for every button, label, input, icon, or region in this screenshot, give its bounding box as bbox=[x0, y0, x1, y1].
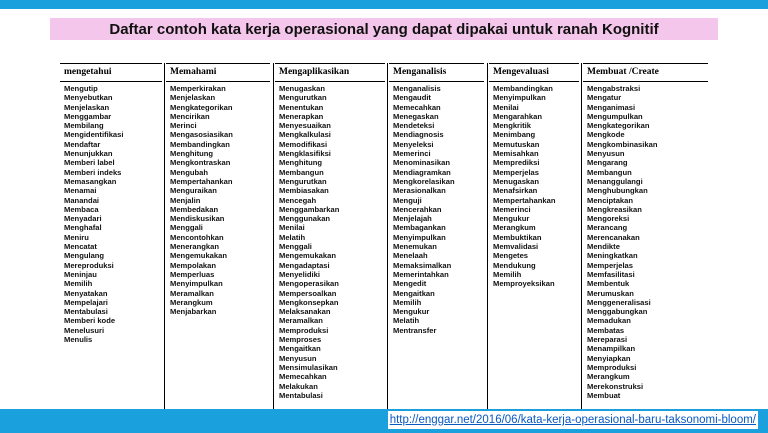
verb-item: Merekonstruksi bbox=[587, 381, 644, 391]
column-items bbox=[389, 84, 484, 411]
verb-item: Mereproduksi bbox=[64, 260, 114, 270]
verb-item: Menghubungkan bbox=[587, 186, 648, 196]
verb-item: Memproduksi bbox=[587, 362, 637, 372]
verb-item: Merancang bbox=[587, 223, 628, 233]
verb-item: Memberi indeks bbox=[64, 167, 122, 177]
verb-item: Menampilkan bbox=[587, 344, 636, 354]
verb-item: Mendukung bbox=[493, 260, 536, 270]
verb-item: Menggali bbox=[170, 223, 203, 233]
verb-item: Mengkritik bbox=[493, 121, 531, 131]
verb-item: Mempertahankan bbox=[170, 176, 233, 186]
verb-item: Mengkreasikan bbox=[587, 204, 642, 214]
verb-item: Memprediksi bbox=[493, 158, 540, 168]
verb-item: Menjabarkan bbox=[170, 307, 217, 317]
verb-item: Menerapkan bbox=[279, 111, 324, 121]
verb-item: Mentabulasi bbox=[279, 390, 323, 400]
verb-item: Mengumpulkan bbox=[587, 111, 643, 121]
verb-item: Mengoreksi bbox=[587, 214, 630, 224]
verb-item: Mengkontraskan bbox=[170, 158, 231, 168]
verb-item: Membandingkan bbox=[493, 84, 553, 93]
verb-item: Menguji bbox=[393, 195, 422, 205]
verb-item: Mengemukakan bbox=[279, 251, 336, 261]
verb-item: Menggunakan bbox=[279, 214, 331, 224]
verb-item: Memberi kode bbox=[64, 316, 116, 326]
verb-item: Meniru bbox=[64, 232, 89, 242]
verb-item: Menyebutkan bbox=[64, 93, 113, 103]
verb-item: Mengadaptasi bbox=[279, 260, 330, 270]
page-title: Daftar contoh kata kerja operasional yang dapat dipakai untuk ranah Kognitif bbox=[50, 18, 718, 40]
column-header: mengetahui bbox=[60, 63, 162, 82]
verb-item: Membangun bbox=[587, 167, 632, 177]
verb-item: Memfasilitasi bbox=[587, 269, 635, 279]
verb-item: Menyiapkan bbox=[587, 353, 631, 363]
column-menganalisis bbox=[389, 63, 484, 411]
verb-item: Memperjelas bbox=[587, 260, 634, 270]
verb-item: Memutuskan bbox=[493, 139, 540, 149]
column-divider bbox=[164, 63, 165, 411]
verb-item: Mencegah bbox=[279, 195, 317, 205]
verb-item: Memberi label bbox=[64, 158, 115, 168]
verb-item: Mengetes bbox=[493, 251, 529, 261]
verb-item: Meningkatkan bbox=[587, 251, 638, 261]
verb-item: Merencanakan bbox=[587, 232, 640, 242]
verb-item: Mengkalkulasi bbox=[279, 130, 331, 140]
verb-item: Menggeneralisasi bbox=[587, 297, 651, 307]
verb-item: Menganalisis bbox=[393, 84, 441, 93]
verb-item: Mengasosiasikan bbox=[170, 130, 233, 140]
verb-item: Menghitung bbox=[279, 158, 323, 168]
column-header: Mengaplikasikan bbox=[275, 63, 385, 82]
verb-item: Memadukan bbox=[587, 316, 631, 326]
verb-item: Mengkombinasikan bbox=[587, 139, 658, 149]
verb-item: Menjelaskan bbox=[170, 93, 216, 103]
verb-item: Membagankan bbox=[393, 223, 446, 233]
verb-item: Menyatakan bbox=[64, 288, 108, 298]
verb-item: Memerinci bbox=[493, 204, 531, 214]
verb-item: Merangkum bbox=[587, 372, 630, 382]
verb-item: Memperjelas bbox=[493, 167, 540, 177]
verb-item: Membuat bbox=[587, 390, 621, 400]
verb-item: Mengoperasikan bbox=[279, 279, 339, 289]
verb-item: Menguraikan bbox=[170, 186, 217, 196]
top-accent-bar bbox=[0, 0, 768, 9]
verb-item: Mensimulasikan bbox=[279, 362, 338, 372]
verb-item: Menyusun bbox=[587, 149, 625, 159]
verb-item: Meramalkan bbox=[279, 316, 323, 326]
verb-item: Menyadari bbox=[64, 214, 102, 224]
verb-item: Manandai bbox=[64, 195, 100, 205]
verb-item: Mencatat bbox=[64, 242, 97, 252]
column-header: Menganalisis bbox=[389, 63, 484, 82]
verb-item: Menerangkan bbox=[170, 242, 219, 252]
verb-item: Menelaah bbox=[393, 251, 428, 261]
verb-item: Memperkirakan bbox=[170, 84, 226, 93]
column-items bbox=[60, 84, 162, 411]
verb-item: Memproyeksikan bbox=[493, 279, 555, 289]
verb-item: Menjalin bbox=[170, 195, 201, 205]
verb-item: Membilang bbox=[64, 121, 104, 131]
verb-item: Menyesuaikan bbox=[279, 121, 331, 131]
verb-item: Menegaskan bbox=[393, 111, 439, 121]
column-items bbox=[583, 84, 708, 411]
verb-item: Mengubah bbox=[170, 167, 208, 177]
verb-item: Menulis bbox=[64, 335, 93, 345]
column-mengetahui bbox=[60, 63, 162, 411]
verb-item: Merinci bbox=[170, 121, 197, 131]
verb-item: Mendiagnosis bbox=[393, 130, 444, 140]
verb-item: Memproduksi bbox=[279, 325, 329, 335]
verb-item: Menganimasi bbox=[587, 102, 636, 112]
verb-item: Memodifikasi bbox=[279, 139, 328, 149]
verb-item: Mengidentifikasi bbox=[64, 130, 124, 140]
verb-item: Mempersoalkan bbox=[279, 288, 337, 298]
verb-item: Memproses bbox=[279, 335, 322, 345]
verb-item: Merangkum bbox=[493, 223, 536, 233]
verb-item: Mengurutkan bbox=[279, 176, 327, 186]
verb-item: Melatih bbox=[279, 232, 306, 242]
verb-item: Menghitung bbox=[170, 149, 214, 159]
verb-item: Memperluas bbox=[170, 269, 215, 279]
verb-item: Meramalkan bbox=[170, 288, 214, 298]
verb-item: Merasionalkan bbox=[393, 186, 446, 196]
verb-item: Menunjukkan bbox=[64, 149, 113, 159]
verb-item: Mengkategorikan bbox=[170, 102, 233, 112]
verb-item: Mengatur bbox=[587, 93, 622, 103]
verb-item: Mendikte bbox=[587, 242, 620, 252]
verb-item: Mengurutkan bbox=[279, 93, 327, 103]
verb-item: Menamai bbox=[64, 186, 97, 196]
verb-item: Membentuk bbox=[587, 279, 630, 289]
verb-item: Merumuskan bbox=[587, 288, 634, 298]
verb-item: Meninjau bbox=[64, 269, 97, 279]
verb-item: Menyimpulkan bbox=[393, 232, 446, 242]
verb-item: Melatih bbox=[393, 316, 420, 326]
verb-item: Membedakan bbox=[170, 204, 219, 214]
verb-item: Mempolakan bbox=[170, 260, 216, 270]
column-membuat bbox=[583, 63, 708, 411]
verb-item: Mencerahkan bbox=[393, 204, 442, 214]
verb-item: Menugaskan bbox=[279, 84, 325, 93]
verb-item: Mengabstraksi bbox=[587, 84, 641, 93]
verb-item: Mengulang bbox=[64, 251, 105, 261]
verb-item: Menugaskan bbox=[493, 176, 539, 186]
verb-item: Mengklasifiksi bbox=[279, 149, 331, 159]
verb-item: Menyeleksi bbox=[393, 139, 434, 149]
verb-item: Mengkorelasikan bbox=[393, 176, 455, 186]
verb-item: Melakukan bbox=[279, 381, 318, 391]
verb-item: Menggabungkan bbox=[587, 307, 648, 317]
verb-item: Mengarahkan bbox=[493, 111, 542, 121]
column-divider bbox=[387, 63, 388, 411]
verb-item: Mendaftar bbox=[64, 139, 101, 149]
column-items bbox=[489, 84, 579, 411]
verb-item: Menggali bbox=[279, 242, 312, 252]
verb-item: Menyimpulkan bbox=[493, 93, 546, 103]
verb-item: Mendeteksi bbox=[393, 121, 435, 131]
verb-item: Menilai bbox=[493, 102, 519, 112]
verb-item: Menelusuri bbox=[64, 325, 105, 335]
verb-item: Mengukur bbox=[393, 307, 430, 317]
verb-item: Menemukan bbox=[393, 242, 437, 252]
verb-item: Mengaudit bbox=[393, 93, 431, 103]
verb-item: Memecahkan bbox=[279, 372, 327, 382]
verb-item: Memisahkan bbox=[493, 149, 539, 159]
verb-item: Mencirikan bbox=[170, 111, 210, 121]
verb-item: Menentukan bbox=[279, 102, 324, 112]
verb-item: Membaca bbox=[64, 204, 99, 214]
verb-item: Memerinci bbox=[393, 149, 431, 159]
verb-item: Menilai bbox=[279, 223, 305, 233]
column-divider bbox=[273, 63, 274, 411]
column-header: Memahami bbox=[166, 63, 270, 82]
verb-item: Memilih bbox=[64, 279, 93, 289]
verb-item: Menafsirkan bbox=[493, 186, 538, 196]
verb-item: Menanggulangi bbox=[587, 176, 643, 186]
verb-item: Menjelajah bbox=[393, 214, 432, 224]
column-divider bbox=[581, 63, 582, 411]
verb-item: Mengkategorikan bbox=[587, 121, 650, 131]
verb-item: Menominasikan bbox=[393, 158, 450, 168]
verb-item: Membandingkan bbox=[170, 139, 230, 149]
verb-item: Mengaitkan bbox=[279, 344, 321, 354]
verb-item: Mentransfer bbox=[393, 325, 437, 335]
verb-item: Menggambarkan bbox=[279, 204, 340, 214]
column-memahami bbox=[166, 63, 270, 411]
verb-item: Memasangkan bbox=[64, 176, 117, 186]
verb-item: Memaksimalkan bbox=[393, 260, 452, 270]
column-header: Mengevaluasi bbox=[489, 63, 579, 82]
verb-item: Mendiagramkan bbox=[393, 167, 451, 177]
verb-item: Membuktikan bbox=[493, 232, 542, 242]
verb-item: Mendiskusikan bbox=[170, 214, 225, 224]
verb-item: Menciptakan bbox=[587, 195, 633, 205]
verb-table bbox=[60, 63, 708, 411]
verb-item: Menimbang bbox=[493, 130, 536, 140]
verb-item: Menggambar bbox=[64, 111, 112, 121]
column-divider bbox=[487, 63, 488, 411]
verb-item: Mengarang bbox=[587, 158, 628, 168]
verb-item: Memerintahkan bbox=[393, 269, 449, 279]
source-link[interactable]: http://enggar.net/2016/06/kata-kerja-operasional-baru-taksonomi-bloom/ bbox=[388, 411, 758, 429]
column-items bbox=[275, 84, 385, 411]
verb-item: Memilih bbox=[393, 297, 422, 307]
verb-item: Menyimpulkan bbox=[170, 279, 223, 289]
verb-item: Mencontohkan bbox=[170, 232, 224, 242]
verb-item: Memvalidasi bbox=[493, 242, 539, 252]
verb-item: Mengkode bbox=[587, 130, 625, 140]
verb-item: Mempelajari bbox=[64, 297, 108, 307]
verb-item: Mempertahankan bbox=[493, 195, 556, 205]
verb-item: Mengaitkan bbox=[393, 288, 435, 298]
verb-item: Menjelaskan bbox=[64, 102, 110, 112]
verb-item: Mengemukakan bbox=[170, 251, 227, 261]
verb-item: Menghafal bbox=[64, 223, 102, 233]
column-mengevaluasi bbox=[489, 63, 579, 411]
verb-item: Memilih bbox=[493, 269, 522, 279]
verb-item: Membiasakan bbox=[279, 186, 329, 196]
verb-item: Mereparasi bbox=[587, 335, 628, 345]
verb-item: Mengkonsepkan bbox=[279, 297, 339, 307]
verb-item: Merangkum bbox=[170, 297, 213, 307]
column-header: Membuat /Create bbox=[583, 63, 708, 82]
verb-item: Mentabulasi bbox=[64, 307, 108, 317]
column-mengaplikasikan bbox=[275, 63, 385, 411]
verb-item: Mengutip bbox=[64, 84, 98, 93]
verb-item: Membatas bbox=[587, 325, 625, 335]
verb-item: Menyelidiki bbox=[279, 269, 320, 279]
column-items bbox=[166, 84, 270, 411]
verb-item: Mengedit bbox=[393, 279, 427, 289]
verb-item: Memecahkan bbox=[393, 102, 441, 112]
verb-item: Mengukur bbox=[493, 214, 530, 224]
verb-item: Menyusun bbox=[279, 353, 317, 363]
verb-item: Melaksanakan bbox=[279, 307, 331, 317]
verb-item: Membangun bbox=[279, 167, 324, 177]
